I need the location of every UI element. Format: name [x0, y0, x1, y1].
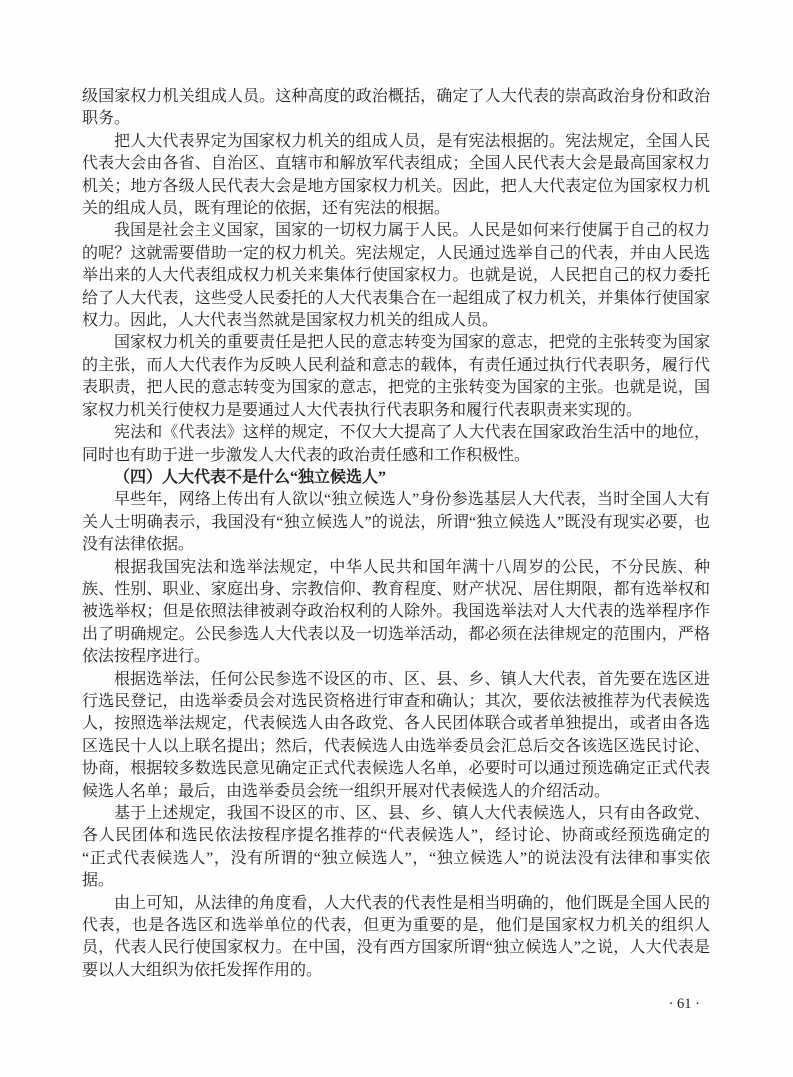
- paragraph: 国家权力机关的重要责任是把人民的意志转变为国家的意志，把党的主张转变为国家的主张，而人大代表作为反映人民利益和意志的载体，有责任通过执行代表职务，履行代表职责，把人民的意志转变为国家的意志，把党的主张转变为国家的主张。也就是说，国家权力机关行使权力是要通过人大代表执行代表职务和履行代表职责来实现的。: [82, 334, 710, 419]
- page-number: · 61 ·: [668, 996, 700, 1012]
- page-footer: [669, 995, 700, 1013]
- paragraph: 根据我国宪法和选举法规定，中华人民共和国年满十八周岁的公民，不分民族、种族、性别、职业、家庭出身、宗教信仰、教育程度、财产状况、居住期限，都有选举权和被选举权；但是依照法律被剥夺政治权利的人除外。我国选举法对人大代表的选举程序作出了明确规定。公民参选人大代表以及一切选举活动，都必须在法律规定的范围内，严格依法按程序进行。: [82, 558, 710, 666]
- paragraph: 早些年，网络上传出有人欲以“独立候选人”身份参选基层人大代表，当时全国人大有关人士明确表示，我国没有“独立候选人”的说法，所谓“独立候选人”既没有现实必要，也没有法律依据。: [82, 491, 710, 554]
- paragraph: 我国是社会主义国家，国家的一切权力属于人民。人民是如何来行使属于自己的权力的呢？这就需要借助一定的权力机关。宪法规定，人民通过选举自己的代表，并由人民选举出来的人大代表组成权力机关来集体行使国家权力。也就是说，人民把自己的权力委托给了人大代表，这些受人民委托的人大代表集合在一起组成了权力机关，并集体行使国家权力。因此，人大代表当然就是国家权力机关的组成人员。: [82, 222, 710, 330]
- page-body: [82, 86, 710, 982]
- paragraph: 根据选举法，任何公民参选不设区的市、区、县、乡、镇人大代表，首先要在选区进行选民登记，由选举委员会对选民资格进行审查和确认；其次，要依法被推荐为代表候选人，按照选举法规定，代表候选人由各政党、各人民团体联合或者单独提出，或者由各选区选民十人以上联名提出；然后，代表候选人由选举委员会汇总后交各该选区选民讨论、协商，根据较多数选民意见确定正式代表候选人名单，必要时可以通过预选确定正式代表候选人名单；最后，由选举委员会统一组织开展对代表候选人的介绍活动。: [82, 670, 710, 800]
- paragraph: 由上可知，从法律的角度看，人大代表的代表性是相当明确的，他们既是全国人民的代表，也是各选区和选举单位的代表，但更为重要的是，他们是国家权力机关的组织人员，代表人民行使国家权力。在中国，没有西方国家所谓“独立候选人”之说，人大代表是要以人大组织为依托发挥作用的。: [82, 894, 710, 979]
- paragraph: 宪法和《代表法》这样的规定，不仅大大提高了人大代表在国家政治生活中的地位，同时也有助于进一步激发人大代表的政治责任感和工作积极性。: [82, 424, 710, 464]
- paragraph: 基于上述规定，我国不设区的市、区、县、乡、镇人大代表候选人，只有由各政党、各人民团体和选民依法按程序提名推荐的“代表候选人”，经讨论、协商或经预选确定的“正式代表候选人”，没有所谓的“独立候选人”，“独立候选人”的说法没有法律和事实依据。: [82, 805, 710, 890]
- paragraph: 把人大代表界定为国家权力机关的组成人员，是有宪法根据的。宪法规定，全国人民代表大会由各省、自治区、直辖市和解放军代表组成；全国人民代表大会是最高国家权力机关；地方各级人民代表大会是地方国家权力机关。因此，把人大代表定位为国家权力机关的组成人员，既有理论的依据，还有宪法的根据。: [82, 132, 710, 218]
- paragraph: 级国家权力机关组成人员。这种高度的政治概括，确定了人大代表的崇高政治身份和政治职务。: [82, 88, 710, 128]
- section-heading: （四）人大代表不是什么“独立候选人”: [114, 468, 387, 486]
